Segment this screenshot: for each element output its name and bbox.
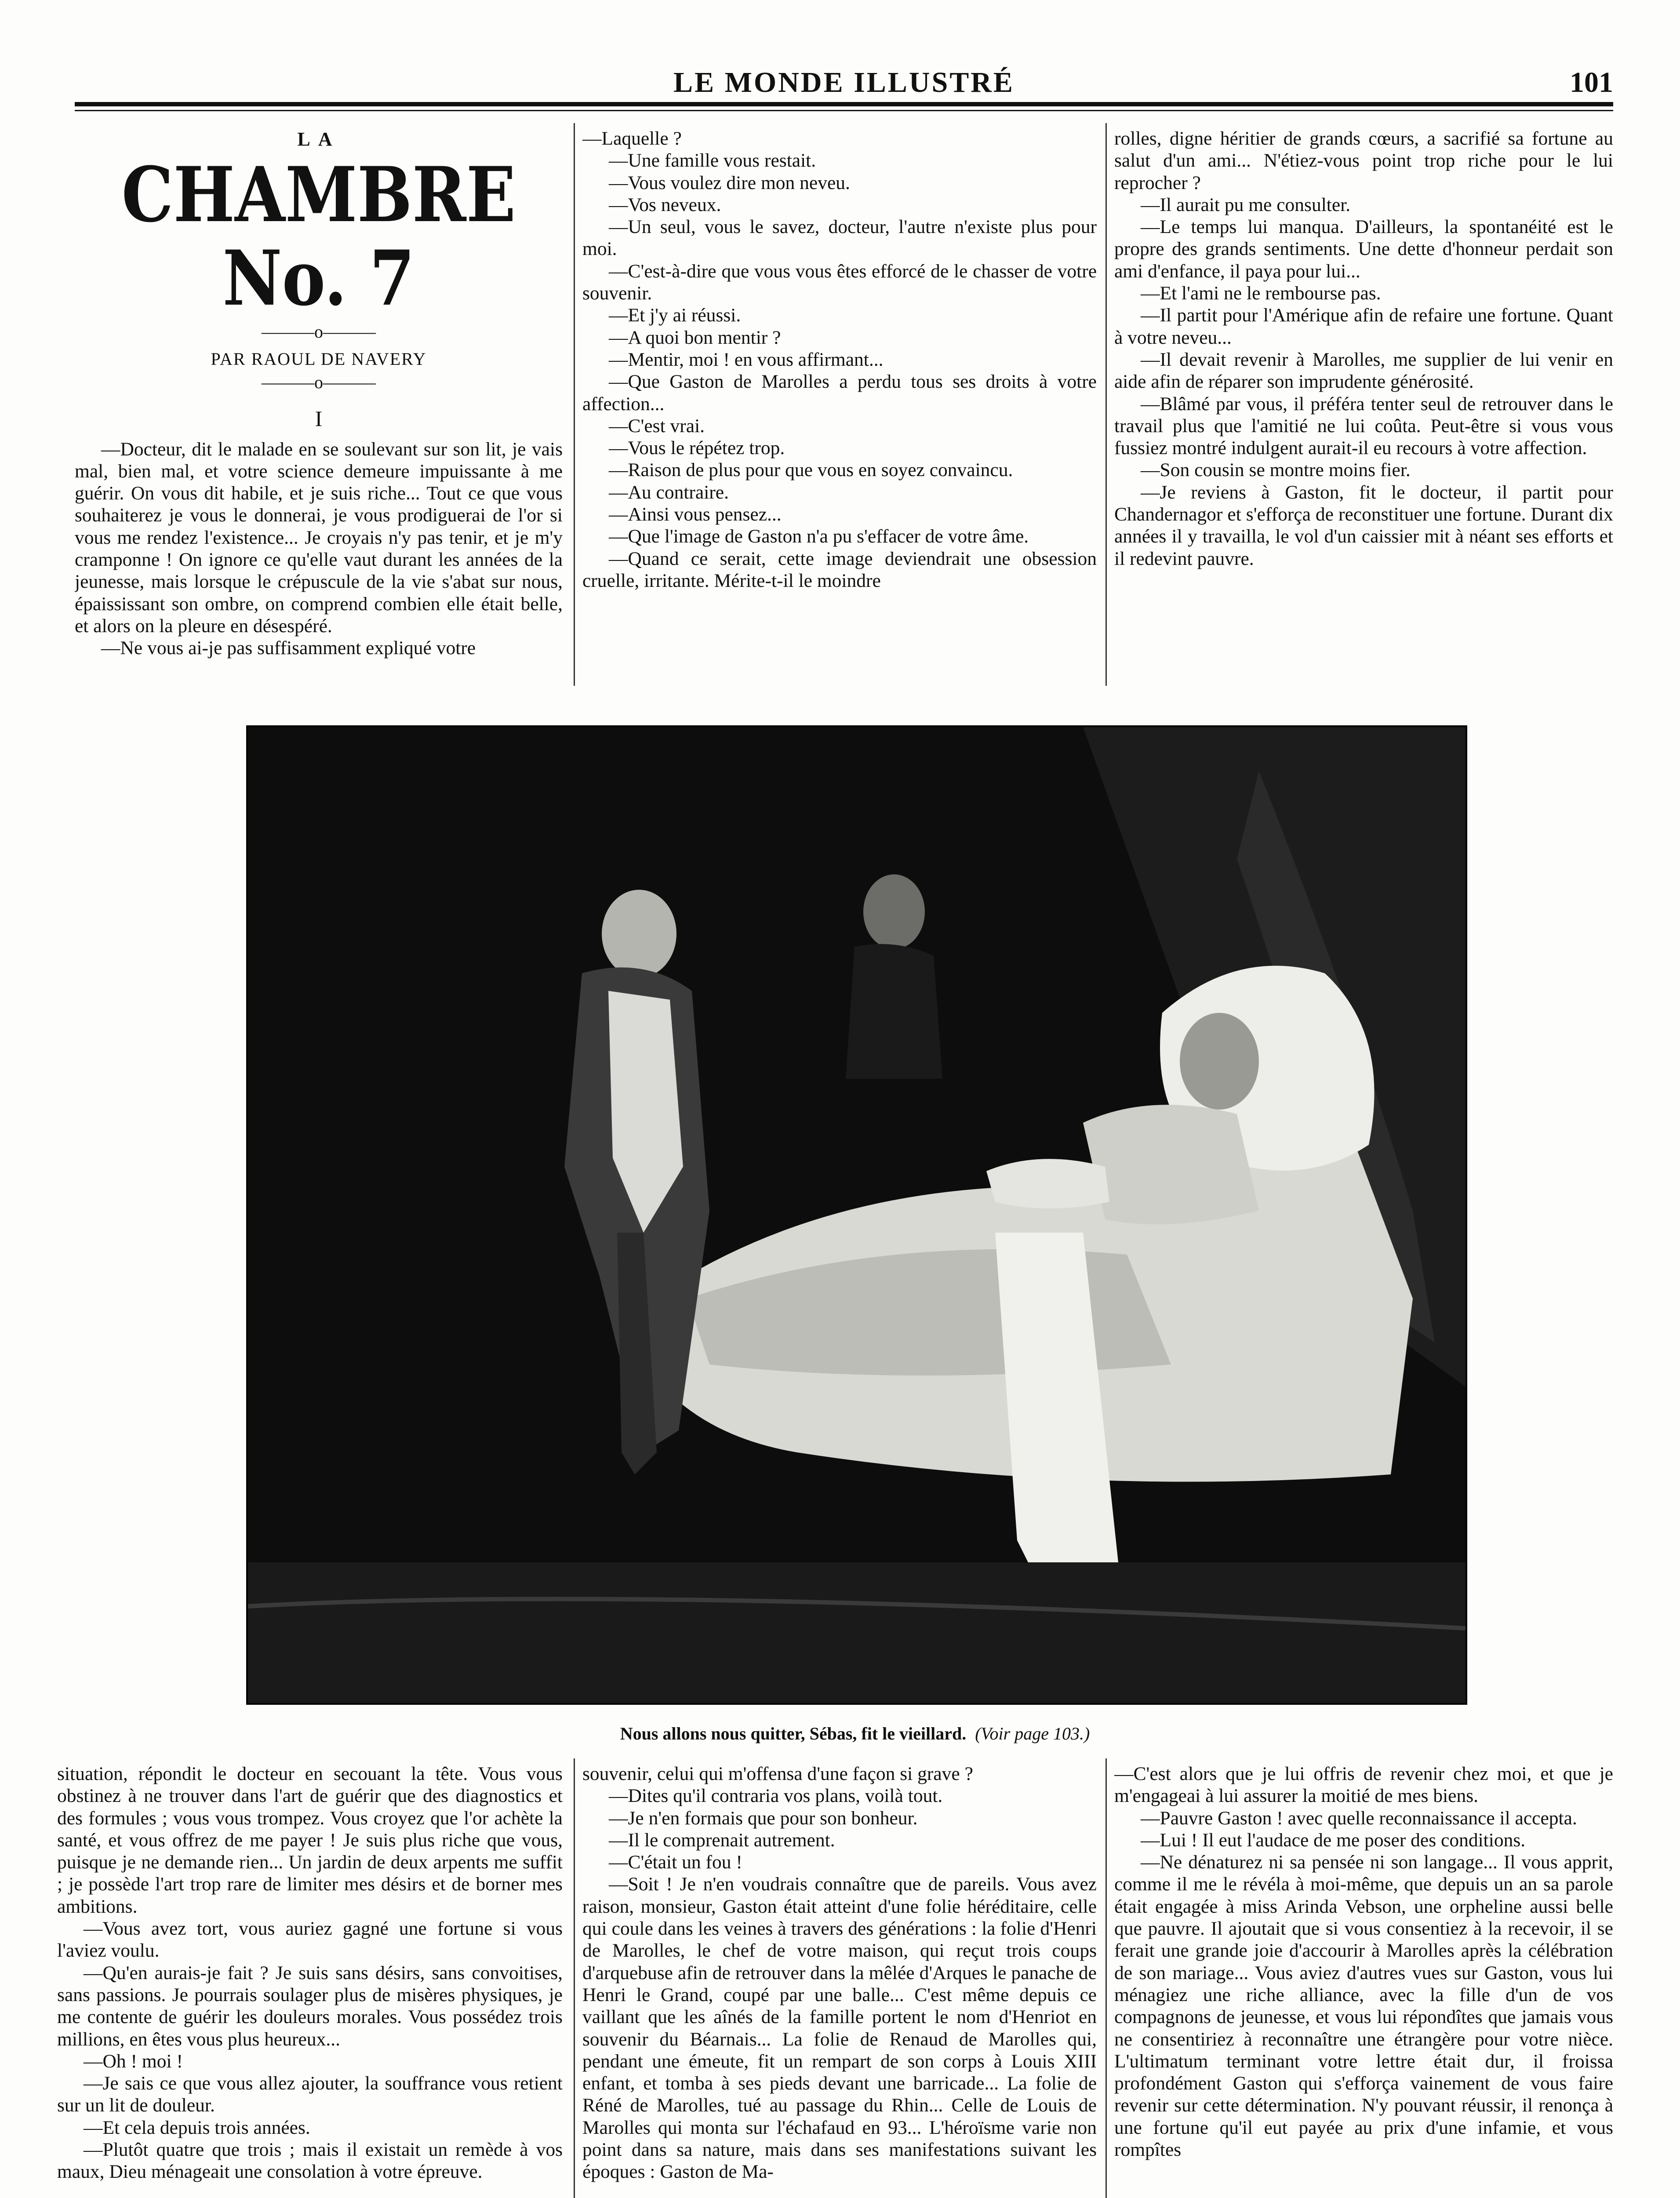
- column-divider: [1105, 1758, 1107, 2198]
- paragraph: —Dites qu'il contraria vos plans, voilà tout.: [609, 1785, 943, 1807]
- paragraph: —Je reviens à Gaston, fit le docteur, il partit pour Chandernagor et s'efforça de reconstituer une fortune. Durant dix années il y travailla, le vol d'un caissier mit à néant ses efforts et il redevint pauvre.: [1114, 481, 1613, 569]
- paragraph: —Pauvre Gaston ! avec quelle reconnaissance il accepta.: [1141, 1807, 1577, 1829]
- paragraph: —Il partit pour l'Amérique afin de refaire une fortune. Quant à votre neveu...: [1114, 305, 1613, 348]
- paragraph: —Qu'en aurais-je fait ? Je suis sans désirs, sans convoitises, sans passions. Je pourrais soulager plus de misères physiques, je me contente de guérir les douleurs morales. Vous possédez trois millions, en êtes vous plus heureux...: [57, 1962, 563, 2050]
- paragraph: —Et l'ami ne le rembourse pas.: [1141, 283, 1381, 304]
- paragraph: —Son cousin se montre moins fier.: [1141, 459, 1411, 481]
- paragraph: —C'est vrai.: [609, 415, 705, 437]
- story-byline: PAR RAOUL DE NAVERY: [211, 349, 427, 369]
- paragraph: —Raison de plus pour que vous en soyez convaincu.: [609, 459, 1013, 481]
- paragraph: —Vous avez tort, vous auriez gagné une fortune si vous l'aviez voulu.: [57, 1918, 563, 1961]
- paragraph: —Que Gaston de Marolles a perdu tous ses droits à votre affection...: [582, 371, 1097, 415]
- paragraph: —Le temps lui manqua. D'ailleurs, la spontanéité est le propre des grands sentiments. Une dette d'honneur perdait son ami d'enfance, il paya pour lui...: [1114, 216, 1613, 282]
- paragraph: —Il aurait pu me consulter.: [1141, 194, 1351, 215]
- paragraph: —Une famille vous restait.: [609, 150, 816, 171]
- paragraph: —Ne vous ai-je pas suffisamment expliqué votre: [101, 637, 476, 659]
- paragraph: —Je sais ce que vous allez ajouter, la souffrance vous retient sur un lit de douleur.: [57, 2073, 563, 2116]
- paragraph: —Mentir, moi ! en vous affirmant...: [609, 349, 884, 370]
- column-divider: [574, 1758, 575, 2198]
- paragraph: —Et cela depuis trois années.: [84, 2117, 310, 2138]
- paragraph: souvenir, celui qui m'offensa d'une façon si grave ?: [582, 1763, 973, 1784]
- paragraph: —Que l'image de Gaston n'a pu s'effacer de votre âme.: [609, 526, 1029, 547]
- paragraph: —Soit ! Je n'en voudrais connaître que de pareils. Vous avez raison, monsieur, Gaston était atteint d'une folie héréditaire, celle qui coule dans les veines à travers des générations : la folie d'Henri de Marolles, le chef de votre maison, qui reçut trois coups d'arquebuse afin de retrouver dans la mêlée d'Arques le panache de Henri le Grand, coupé par une balle... C'est même depuis ce vaillant que les aînés de la famille portent le nom d'Henriot en souvenir du Béarnais... La folie de Renaud de Marolles qui, pendant une émeute, fit un rempart de son corps à Louis XIII enfant, et tomba à ses pieds devant une barricade... La folie de Réné de Marolles, tué au passage du Rhin... Celle de Louis de Marolles qui monta sur l'échafaud en 93... L'héroïsme varie non point dans sa nature, mais dans ses manifestations suivant les époques : Gaston de Ma-: [582, 1874, 1097, 2183]
- journal-title: LE MONDE ILLUSTRÉ: [673, 66, 1015, 98]
- paragraph: —C'était un fou !: [609, 1852, 742, 1873]
- paragraph: —Docteur, dit le malade en se soulevant sur son lit, je vais mal, bien mal, et votre science demeure impuissante à me guérir. On vous dit habile, et je suis riche... Tout ce que vous souhaiterez je vous le donnerai, je vous prodiguerai de l'or si vous me rendez l'existence... Je croyais n'y pas tenir, et je m'y cramponne ! On ignore ce qu'elle vaut durant les années de la jeunesse, mais lorsque le crépuscule de la vie s'abat sur nous, épaississant son ombre, on comprend combien elle était belle, et alors on la pleure en désespéré.: [75, 438, 563, 637]
- paragraph: —Lui ! Il eut l'audace de me poser des conditions.: [1141, 1829, 1526, 1851]
- column-divider: [574, 123, 575, 686]
- caption-text: Nous allons nous quitter, Sébas, fit le vieillard.: [620, 1724, 967, 1743]
- ornament-rule: ———o———: [262, 322, 376, 342]
- paragraph: —Laquelle ?: [582, 128, 682, 149]
- paragraph: —Plutôt quatre que trois ; mais il existait un remède à vos maux, Dieu ménageait une consolation à votre épreuve.: [57, 2139, 563, 2183]
- story-title: CHAMBRE No. 7: [121, 150, 516, 323]
- paragraph: rolles, digne héritier de grands cœurs, a sacrifié sa fortune au salut d'un ami... N'étiez-vous point trop riche pour le lui reprocher ?: [1114, 128, 1613, 193]
- paragraph: —Il devait revenir à Marolles, me supplier de lui venir en aide afin de réparer son imprudente générosité.: [1114, 349, 1613, 393]
- paragraph: —Quand ce serait, cette image deviendrait une obsession cruelle, irritante. Mérite-t-il le moindre: [582, 548, 1097, 591]
- paragraph: —Et j'y ai réussi.: [609, 305, 741, 326]
- story-column-4: [57, 1763, 563, 2198]
- ornament-rule: ———o———: [262, 372, 376, 392]
- story-column-2: [582, 127, 1097, 686]
- column-divider: [1105, 123, 1107, 686]
- paragraph: —C'est-à-dire que vous vous êtes efforcé de le chasser de votre souvenir.: [582, 260, 1097, 304]
- story-column-3: [1114, 127, 1613, 686]
- story-column-5: [582, 1763, 1097, 2198]
- story-column-6: [1114, 1763, 1613, 2198]
- paragraph: —Vous le répétez trop.: [609, 437, 785, 459]
- chapter-number: I: [315, 406, 323, 431]
- engraving-illustration: [246, 725, 1467, 1705]
- paragraph: —C'est alors que je lui offris de revenir chez moi, et que je m'engageai à lui assurer la moitié de mes biens.: [1114, 1763, 1613, 1807]
- paragraph: —Blâmé par vous, il préféra tenter seul de retrouver dans le travail plus que l'amitié ne lui coûta. Peut-être si vous vous fussiez montré indulgent aurait-il eu recours à votre affection.: [1114, 393, 1613, 459]
- illustration-caption: [246, 1723, 1464, 1744]
- caption-page-reference: (Voir page 103.): [975, 1724, 1090, 1743]
- paragraph: —Il le comprenait autrement.: [609, 1829, 835, 1851]
- paragraph: —Ainsi vous pensez...: [609, 504, 782, 525]
- header-rule-thick: [75, 102, 1613, 106]
- story-column-1: [75, 127, 563, 686]
- paragraph: —Un seul, vous le savez, docteur, l'autre n'existe plus pour moi.: [582, 216, 1097, 260]
- paragraph: —Ne dénaturez ni sa pensée ni son langage... Il vous apprit, comme il me le révéla à moi-même, que depuis un an sa parole était engagée à miss Arinda Vebson, une orpheline aussi belle que pauvre. Il ajoutait que si vous consentiez à la recevoir, il se ferait une grande joie d'accourir à Marolles après la célébration de son mariage... Vous aviez d'autres vues sur Gaston, vous lui ménagiez une riche alliance, avec la fille d'un de vos compagnons de jeunesse, et vous lui répondîtes que jamais vous ne consentiriez à reconnaître une étrangère pour votre nièce. L'ultimatum terminant votre lettre était dur, il froissa profondément Gaston qui s'efforça vainement de vous faire revenir sur cette détermination. N'y pouvant réussir, il renonça à une fortune qu'il eut payée au prix d'une infamie, et vous rompîtes: [1114, 1852, 1613, 2161]
- page-number: 101: [1570, 66, 1613, 98]
- masthead: [75, 66, 1613, 101]
- paragraph: —Oh ! moi !: [84, 2050, 183, 2072]
- paragraph: —Vos neveux.: [609, 194, 721, 215]
- paragraph: —Au contraire.: [609, 481, 729, 503]
- header-rule-thin: [75, 110, 1613, 111]
- story-title-small: LA: [297, 128, 340, 150]
- paragraph: —Vous voulez dire mon neveu.: [609, 172, 850, 193]
- paragraph: —A quoi bon mentir ?: [609, 327, 781, 348]
- paragraph: situation, répondit le docteur en secouant la tête. Vous vous obstinez à ne trouver dans l'art de guérir que des diagnostics et des formules ; vous vous trompez. Vous croyez que l'or achète la santé, et vous offrez de me payer ! Je suis plus riche que vous, puisque je ne demande rien... Un jardin de deux arpents me suffit ; je possède l'art trop rare de limiter mes désirs et de borner mes ambitions.: [57, 1763, 563, 1917]
- paragraph: —Je n'en formais que pour son bonheur.: [609, 1807, 918, 1829]
